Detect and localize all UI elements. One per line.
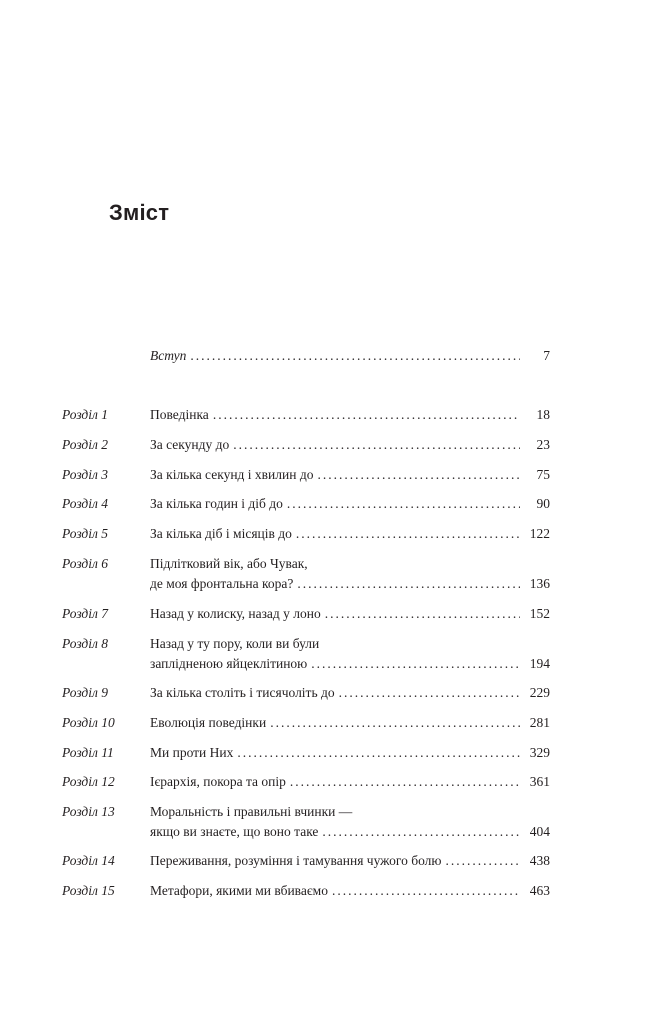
toc-entry-title: Назад у ту пору, коли ви були bbox=[150, 636, 320, 651]
toc-entry-line bbox=[150, 743, 550, 763]
toc-entry-body bbox=[150, 802, 550, 842]
toc-entry-title: За кілька століть і тисячоліть до bbox=[150, 685, 335, 700]
toc-entry-title: Поведінка bbox=[150, 407, 209, 422]
dot-leader bbox=[233, 435, 520, 455]
chapter-label: Розділ 7 bbox=[62, 606, 109, 621]
toc-entry-body bbox=[150, 494, 550, 514]
dot-leader bbox=[190, 346, 520, 366]
dot-leader bbox=[296, 524, 520, 544]
page-number: 194 bbox=[529, 656, 550, 671]
toc-entry-title: Еволюція поведінки bbox=[150, 715, 267, 730]
page-number: 152 bbox=[529, 606, 550, 621]
page-title: Зміст bbox=[109, 200, 170, 225]
toc-entry-line bbox=[150, 802, 550, 822]
page-number: 329 bbox=[529, 745, 550, 760]
toc-entry-body bbox=[150, 465, 550, 485]
dot-leader bbox=[213, 405, 520, 425]
toc-entry-title: Ми проти Них bbox=[150, 745, 234, 760]
toc-entry-title-continued: якщо ви знаєте, що воно таке bbox=[150, 824, 319, 839]
toc-entry-line bbox=[150, 524, 550, 544]
toc-entry-body bbox=[150, 524, 550, 544]
chapter-label: Розділ 2 bbox=[62, 437, 109, 452]
toc-entry-line bbox=[150, 435, 550, 455]
toc-entry-line bbox=[150, 494, 550, 514]
page-number: 229 bbox=[529, 685, 550, 700]
page-number: 122 bbox=[529, 526, 550, 541]
page-number: 281 bbox=[529, 715, 550, 730]
toc-entry-title: Вступ bbox=[150, 348, 187, 363]
page-number: 136 bbox=[529, 576, 550, 591]
dot-leader bbox=[339, 683, 520, 703]
chapter-label: Розділ 5 bbox=[62, 526, 109, 541]
toc-entry-title: За секунду до bbox=[150, 437, 230, 452]
toc-entry-body bbox=[150, 683, 550, 703]
dot-leader bbox=[237, 743, 520, 763]
toc-entry-line bbox=[150, 405, 550, 425]
toc-entry-body bbox=[150, 743, 550, 763]
page-number: 18 bbox=[536, 407, 550, 422]
toc-entry-line bbox=[150, 654, 550, 674]
toc-entry-body bbox=[150, 604, 550, 624]
dot-leader bbox=[332, 881, 520, 901]
toc-entry-title-continued: заплідненою яйцеклітиною bbox=[150, 656, 308, 671]
toc-entry-line bbox=[150, 851, 550, 871]
chapter-label: Розділ 14 bbox=[62, 853, 115, 868]
chapter-label: Розділ 3 bbox=[62, 467, 109, 482]
dot-leader bbox=[311, 654, 520, 674]
page-number: 361 bbox=[529, 774, 550, 789]
dot-leader bbox=[325, 604, 520, 624]
toc-entry-title: За кілька діб і місяців до bbox=[150, 526, 292, 541]
page-number: 23 bbox=[536, 437, 550, 452]
toc-entry-title: За кілька годин і діб до bbox=[150, 496, 283, 511]
toc-entry-line bbox=[150, 881, 550, 901]
toc-entry-body bbox=[150, 634, 550, 674]
toc-entry-title-continued: де моя фронтальна кора? bbox=[150, 576, 294, 591]
toc-entry-title: Ієрархія, покора та опір bbox=[150, 774, 286, 789]
toc-entry-title: Моральність і правильні вчинки — bbox=[150, 804, 353, 819]
dot-leader bbox=[322, 822, 520, 842]
toc-entry-title: Переживання, розуміння і тамування чужого болю bbox=[150, 853, 442, 868]
page-number: 75 bbox=[536, 467, 550, 482]
chapter-label: Розділ 12 bbox=[62, 774, 115, 789]
toc-entry-body bbox=[150, 772, 550, 792]
toc-entry-line bbox=[150, 574, 550, 594]
toc-entry-body bbox=[150, 851, 550, 871]
toc-entry-line bbox=[150, 554, 550, 574]
toc-entry-title: Підлітковий вік, або Чувак, bbox=[150, 556, 308, 571]
dot-leader bbox=[270, 713, 520, 733]
toc-entry-line bbox=[150, 465, 550, 485]
toc-entry-line bbox=[150, 713, 550, 733]
toc-entry-body bbox=[150, 346, 550, 366]
chapter-label: Розділ 9 bbox=[62, 685, 109, 700]
toc-entry-body bbox=[150, 405, 550, 425]
toc-entry-body bbox=[150, 713, 550, 733]
toc-entry-title: Назад у колиску, назад у лоно bbox=[150, 606, 321, 621]
dot-leader bbox=[287, 494, 520, 514]
toc-entry-line bbox=[150, 634, 550, 654]
chapter-label: Розділ 13 bbox=[62, 804, 115, 819]
dot-leader bbox=[317, 465, 520, 485]
chapter-label: Розділ 10 bbox=[62, 715, 115, 730]
toc-entry-line bbox=[150, 683, 550, 703]
chapter-label: Розділ 4 bbox=[62, 496, 109, 511]
chapter-label: Розділ 11 bbox=[62, 745, 114, 760]
chapter-label: Розділ 1 bbox=[62, 407, 109, 422]
chapter-label: Розділ 6 bbox=[62, 556, 109, 571]
toc-entry-line bbox=[150, 822, 550, 842]
toc-entry-line bbox=[150, 604, 550, 624]
page-number: 463 bbox=[529, 883, 550, 898]
page-number: 90 bbox=[536, 496, 550, 511]
dot-leader bbox=[290, 772, 520, 792]
dot-leader bbox=[297, 574, 520, 594]
toc-entry-title: Метафори, якими ми вбиваємо bbox=[150, 883, 328, 898]
page-number: 438 bbox=[529, 853, 550, 868]
toc-entry-body bbox=[150, 554, 550, 594]
toc-entry-title: За кілька секунд і хвилин до bbox=[150, 467, 314, 482]
dot-leader bbox=[445, 851, 520, 871]
chapter-label: Розділ 15 bbox=[62, 883, 115, 898]
chapter-label: Розділ 8 bbox=[62, 636, 109, 651]
toc-entry-body bbox=[150, 435, 550, 455]
toc-entry-line bbox=[150, 346, 550, 366]
toc-entry-body bbox=[150, 881, 550, 901]
toc-entry-line bbox=[150, 772, 550, 792]
page-number: 404 bbox=[529, 824, 550, 839]
page-number: 7 bbox=[543, 348, 550, 363]
